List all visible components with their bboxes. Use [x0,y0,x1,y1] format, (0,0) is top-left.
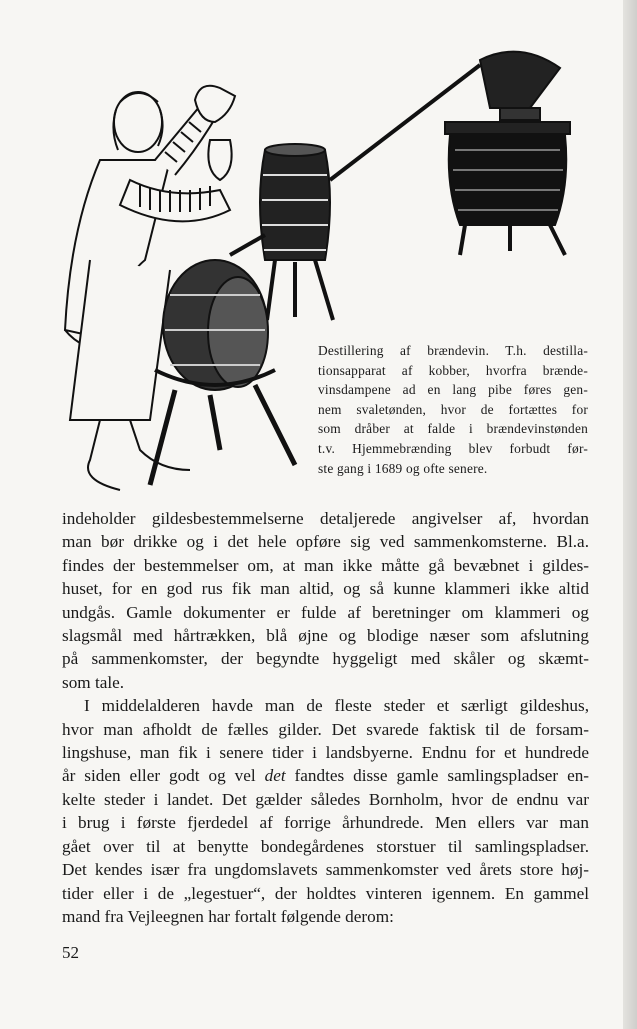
text-line: tider eller i de „legestuer“, der holdtes vinteren igennem. En gammel [62,883,589,903]
caption-line: ste gang i 1689 og ofte senere. [318,460,488,476]
caption-line: som dråber at falde i brændevinstønden [318,421,588,437]
text-line: på sammenkomster, der begyndte hyggeligt med skåler og skæmt- [62,649,589,669]
page-edge [623,0,637,1029]
paragraph-1 [62,507,589,694]
text-line: i brug i første fjerdedel af forrige århundrede. Men ellers var man [62,813,589,833]
text-line: slagsmål med hårtrækken, blå øjne og blodige næser som afslutning [62,626,589,646]
page-number: 52 [62,943,79,962]
paragraph-2 [62,694,589,928]
italic-word: det [264,766,286,786]
text-line: som tale. [62,672,125,692]
text-line: Det kendes især fra ungdomslavets sammenkomster ved årets store høj- [62,860,589,880]
text-line: findes der bestemmelser om, at man ikke måtte gå bevæbnet i gildes- [62,555,589,575]
still-apparatus [445,52,570,255]
text-line: hvor man afholdt de fælles gilder. Det svarede faktisk til de forsam- [62,719,589,739]
text-line: undgås. Gamle dokumenter er fulde af beretninger om klammeri og [62,602,589,622]
caption-line: vinsdampene ad en lang pibe føres gen- [318,382,588,398]
cooling-barrel [260,144,333,320]
text-line: indeholder gildesbestemmelserne detaljerede angivelser af, hvordan [62,509,589,528]
text-line: gået over til at benytte bondegårdenes storstuer til samlingspladser. [62,836,589,856]
spirit-barrel [150,260,295,485]
caption-line: t.v. Hjemmebrænding blev forbudt før- [318,440,588,456]
body-text [62,507,589,928]
text-segment: fandtes disse gamle samlingspladser en- [294,766,590,786]
caption-line: tionsapparat af kobber, hvorfra brænde- [318,362,588,378]
text-line: I middelalderen havde man de fleste steder et særligt gildeshus, [84,696,589,716]
caption-line: nem svaletønden, hvor de fortættes for [318,401,588,417]
text-line: man bør drikke og i det hele opføre sig ved sammenkomsterne. Bl.a. [62,532,589,552]
text-segment: år siden eller godt og vel [62,766,256,786]
caption-line: Destillering af brændevin. T.h. destilla- [318,343,588,358]
text-line [62,764,589,787]
text-line: mand fra Vejleegnen har fortalt følgende derom: [62,906,394,926]
text-line: huset, for en god rus fik man altid, og så kunne klammeri ikke altid [62,579,589,599]
figure-caption [318,341,588,478]
text-line: lingshuse, man fik i senere tider i landsbyerne. Endnu for et hundrede [62,743,589,763]
text-line: kelte steder i landet. Det gælder således Bornholm, hvor de endnu var [62,789,589,809]
